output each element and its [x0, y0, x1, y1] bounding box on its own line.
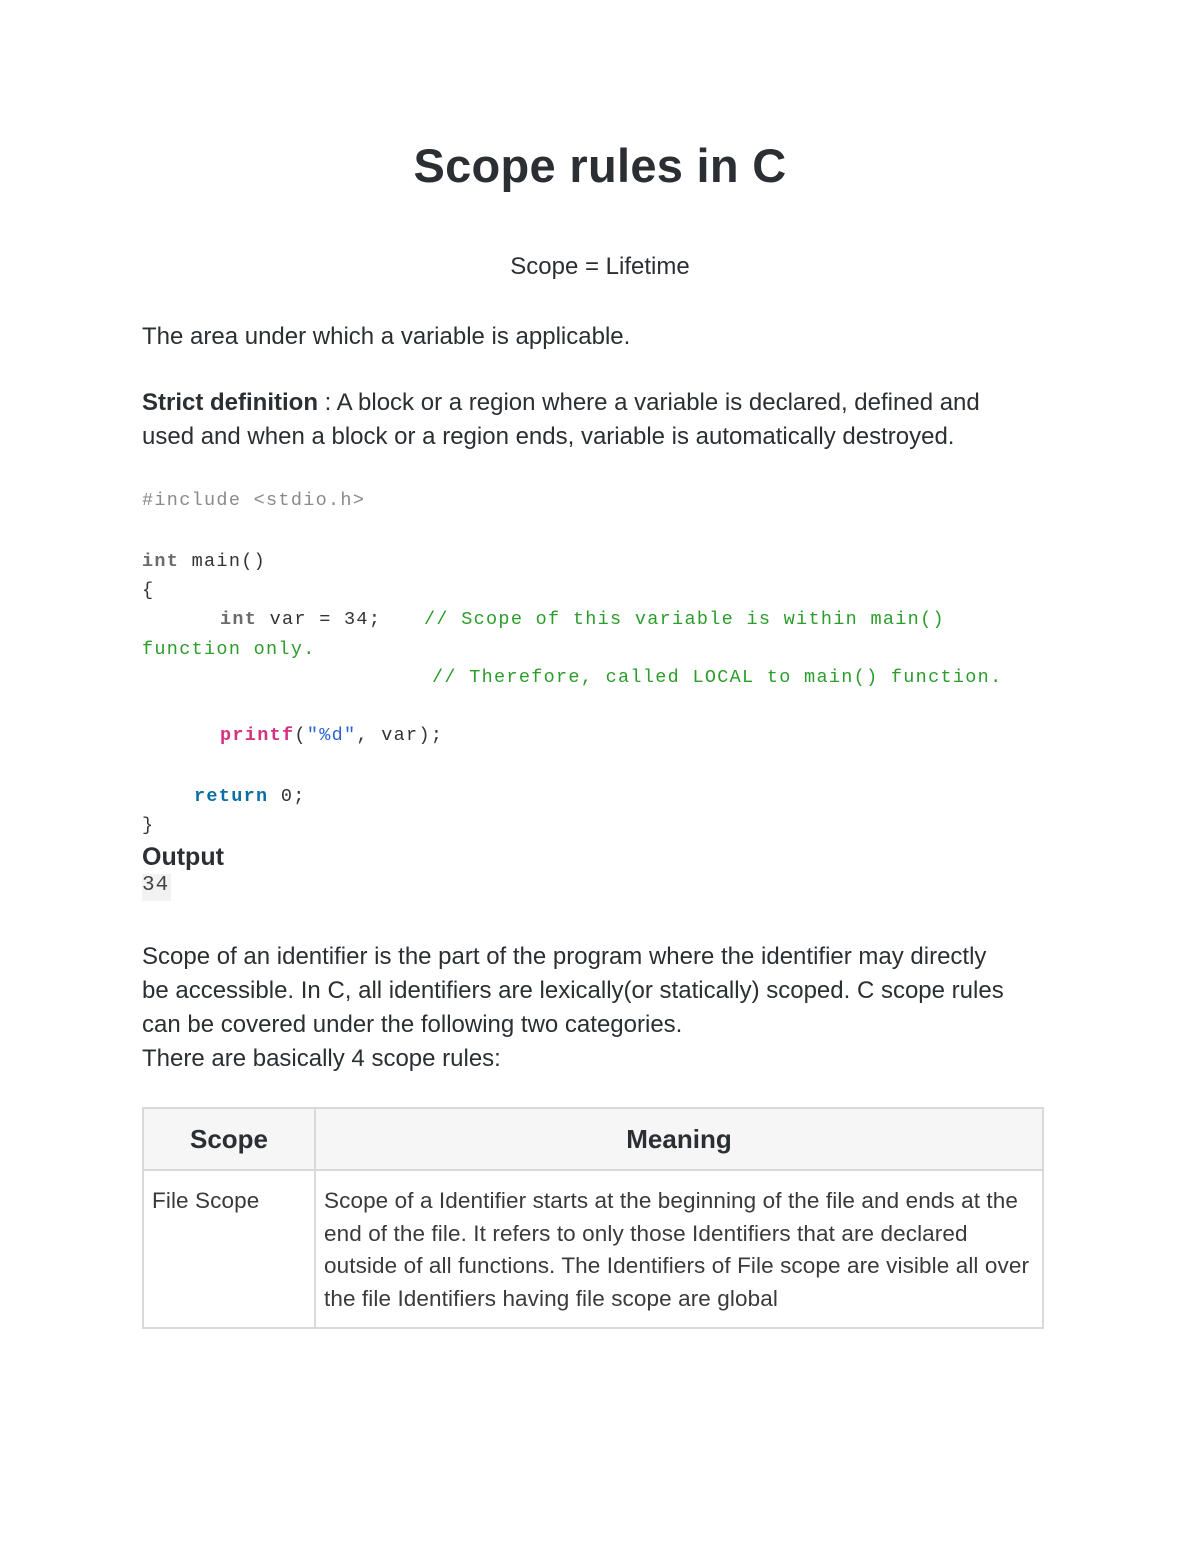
strict-definition-paragraph: [142, 386, 1072, 454]
table-row: [143, 1170, 1043, 1328]
code-printf-string: "%d": [306, 725, 357, 746]
code-include-line: #include <stdio.h>: [142, 490, 366, 511]
code-main-line: [142, 551, 266, 572]
code-return-line: [194, 786, 306, 807]
code-printf-fn: printf: [220, 725, 295, 746]
code-int-keyword: int: [142, 551, 180, 572]
explanation-line-2: be accessible. In C, all identifiers are lexically(or statically) scoped. C scope rules: [142, 977, 1004, 1004]
table-header-scope: Scope: [143, 1108, 315, 1170]
code-decl-keyword: int: [220, 609, 258, 630]
table-header-meaning: Meaning: [315, 1108, 1043, 1170]
strict-definition-label: Strict definition: [142, 389, 318, 416]
code-main-signature: main(): [179, 551, 267, 572]
output-value: 34: [142, 874, 171, 901]
code-comment-1b: function only.: [142, 639, 316, 660]
code-open-brace: {: [142, 580, 155, 601]
table-cell-scope: File Scope: [143, 1170, 315, 1328]
code-comment-2: // Therefore, called LOCAL to main() function.: [432, 667, 1003, 688]
code-declaration-line: [220, 609, 381, 630]
code-printf-rest: , var);: [356, 725, 444, 746]
explanation-line-4: There are basically 4 scope rules:: [142, 1045, 501, 1072]
code-comment-1a: // Scope of this variable is within main(): [424, 609, 945, 630]
code-decl-rest: var = 34;: [257, 609, 382, 630]
subtitle: Scope = Lifetime: [510, 253, 690, 280]
intro-paragraph: The area under which a variable is applicable.: [142, 323, 631, 350]
strict-definition-text-1: : A block or a region where a variable is declared, defined and: [318, 389, 980, 416]
table-cell-meaning: Scope of a Identifier starts at the beginning of the file and ends at the end of the file. It refers to only those Identifiers that are declared outside of all functions. The Identifiers of File scope are visible all over the file Identifiers having file scope are global: [315, 1170, 1043, 1328]
explanation-line-1: Scope of an identifier is the part of the program where the identifier may directly: [142, 943, 987, 970]
explanation-paragraph: [142, 940, 1082, 1076]
scope-rules-table: [142, 1107, 1044, 1329]
strict-definition-text-2: used and when a block or a region ends, variable is automatically destroyed.: [142, 423, 955, 450]
explanation-line-3: can be covered under the following two categories.: [142, 1011, 683, 1038]
code-return-keyword: return: [194, 786, 269, 807]
code-printf-open: (: [294, 725, 307, 746]
output-label: Output: [142, 843, 224, 871]
code-printf-line: [220, 725, 443, 746]
code-return-rest: 0;: [268, 786, 306, 807]
page-title: Scope rules in C: [413, 139, 787, 192]
code-close-brace: }: [142, 815, 155, 836]
table-header-row: [143, 1108, 1043, 1170]
